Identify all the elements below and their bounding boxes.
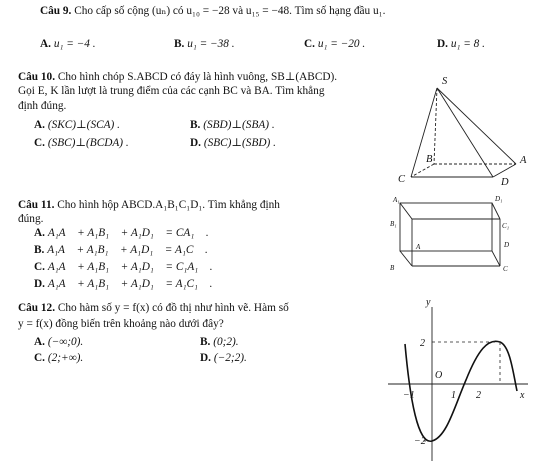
graph-x-label: x xyxy=(520,390,525,401)
q12-option-a xyxy=(34,336,83,348)
option-letter: D. xyxy=(190,137,201,149)
box-b1-label: B₁ xyxy=(390,220,397,228)
vertex-c-label: C xyxy=(398,174,406,185)
option-letter: C. xyxy=(34,137,45,149)
vertex-a-label: A xyxy=(520,155,527,166)
q11-option-d xyxy=(34,278,212,290)
graph-x2-label: 2 xyxy=(476,390,481,401)
q9-option-a xyxy=(40,38,96,50)
graph-y-label: y xyxy=(426,297,431,308)
q10-option-d xyxy=(190,136,276,149)
question-11-label: Câu 11. xyxy=(18,199,55,211)
question-9-text: Cho cấp số cộng (uₙ) có u₁₀ = −28 và u₁₅ = −48. Tìm số hạng đầu u₁. xyxy=(74,5,386,17)
option-text: (SKC)⊥(SCA) . xyxy=(47,119,120,131)
question-11-line-2: đúng. xyxy=(18,213,44,225)
option-letter: A. xyxy=(34,336,45,348)
question-12-label: Câu 12. xyxy=(18,302,56,314)
option-text: (−2;2). xyxy=(213,352,247,364)
option-letter: A. xyxy=(34,227,45,239)
option-letter: B. xyxy=(34,244,45,256)
option-text: u₁ = −20 . xyxy=(317,38,366,50)
graph-1-label: 1 xyxy=(451,390,456,401)
vertex-d-label: D xyxy=(501,177,509,188)
option-text: (SBC)⊥(SBD) . xyxy=(203,137,276,149)
question-9 xyxy=(40,4,385,17)
graph-origin-label: O xyxy=(435,370,443,381)
edge-sa xyxy=(437,88,516,164)
q12-option-b xyxy=(200,336,239,348)
box-c-label: C xyxy=(503,265,508,273)
option-letter: C. xyxy=(34,261,45,273)
option-text: (SBD)⊥(SBA) . xyxy=(203,119,275,131)
option-text: u₁ = −38 . xyxy=(187,38,235,50)
question-9-label: Câu 9. xyxy=(40,5,72,17)
question-10-line-3: định đúng. xyxy=(18,100,67,112)
question-11-text: Cho hình hộp ABCD.A₁B₁C₁D₁. Tìm khẳng định xyxy=(57,199,280,211)
option-text: A₁A⃗ + A₁B₁⃗ + A₁D₁⃗ = A₁C⃗ . xyxy=(47,244,208,256)
question-12-text: Cho hàm số y = f(x) có đồ thị như hình vẽ. Hàm số xyxy=(57,302,289,314)
q10-option-b xyxy=(190,118,275,131)
option-letter: A. xyxy=(34,119,45,131)
question-10-line-1 xyxy=(18,70,337,83)
q11-option-c xyxy=(34,261,213,273)
option-letter: B. xyxy=(200,336,211,348)
q12-option-d xyxy=(200,352,247,364)
q9-option-c xyxy=(304,38,365,50)
option-text: (0;2). xyxy=(213,336,239,348)
question-11-line-1 xyxy=(18,199,280,211)
question-12-line-2: y = f(x) đồng biến trên khoảng nào dưới đây? xyxy=(18,318,224,330)
edge-sc xyxy=(411,88,437,177)
option-text: A₁A⃗ + A₁B₁⃗ + A₁D₁⃗ = A₁C₁⃗ . xyxy=(47,278,213,290)
box-b-label: B xyxy=(390,264,395,272)
option-letter: B. xyxy=(190,119,201,131)
curve xyxy=(405,341,517,441)
q11-option-b xyxy=(34,244,208,256)
question-12-line-1 xyxy=(18,302,289,314)
box-a1-label: A₁ xyxy=(393,196,400,204)
option-letter: D. xyxy=(437,38,448,50)
function-graph xyxy=(388,307,528,461)
option-letter: B. xyxy=(174,38,185,50)
q10-option-a xyxy=(34,118,120,131)
option-text: (SBC)⊥(BCDA) . xyxy=(47,137,129,149)
option-text: A₁A⃗ + A₁B₁⃗ + A₁D₁⃗ = C₁A₁⃗ . xyxy=(47,261,213,273)
graph-neg2-label: −2 xyxy=(414,436,426,447)
graph-y2-label: 2 xyxy=(420,338,425,349)
box-a-label: A xyxy=(416,243,421,251)
option-text: A₁A⃗ + A₁B₁⃗ + A₁D₁⃗ = CA₁⃗ . xyxy=(47,227,209,239)
box-d1-label: D₁ xyxy=(495,195,503,203)
option-letter: D. xyxy=(34,278,45,290)
box-figure xyxy=(400,203,500,266)
edge-sb xyxy=(434,88,437,164)
edge-bc xyxy=(411,164,434,177)
question-10-text: Cho hình chóp S.ABCD có đáy là hình vuông, SB⊥(ABCD). xyxy=(57,71,338,83)
graph-neg1-label: −1 xyxy=(403,390,415,401)
box-d-label: D xyxy=(504,241,510,249)
option-letter: A. xyxy=(40,38,51,50)
option-text: u₁ = −4 . xyxy=(53,38,96,50)
edge-da xyxy=(493,164,516,177)
option-text: (−∞;0). xyxy=(47,336,84,348)
vertex-s-label: S xyxy=(442,76,448,87)
option-text: (2;+∞). xyxy=(47,352,84,364)
q12-option-c xyxy=(34,352,83,364)
option-letter: D. xyxy=(200,352,211,364)
q10-option-c xyxy=(34,136,129,149)
option-letter: C. xyxy=(304,38,315,50)
vertex-b-label: B xyxy=(426,154,433,165)
q9-option-b xyxy=(174,38,235,50)
edge-sd xyxy=(437,88,493,177)
question-10-line-2: Gọi E, K lần lượt là trung điểm của các cạnh BC và BA. Tìm khẳng xyxy=(18,85,325,97)
q9-option-d xyxy=(437,38,485,50)
box-c1-label: C₁ xyxy=(502,222,510,230)
option-text: u₁ = 8 . xyxy=(450,38,485,50)
q11-option-a xyxy=(34,227,209,239)
option-letter: C. xyxy=(34,352,45,364)
question-10-label: Câu 10. xyxy=(18,71,56,83)
